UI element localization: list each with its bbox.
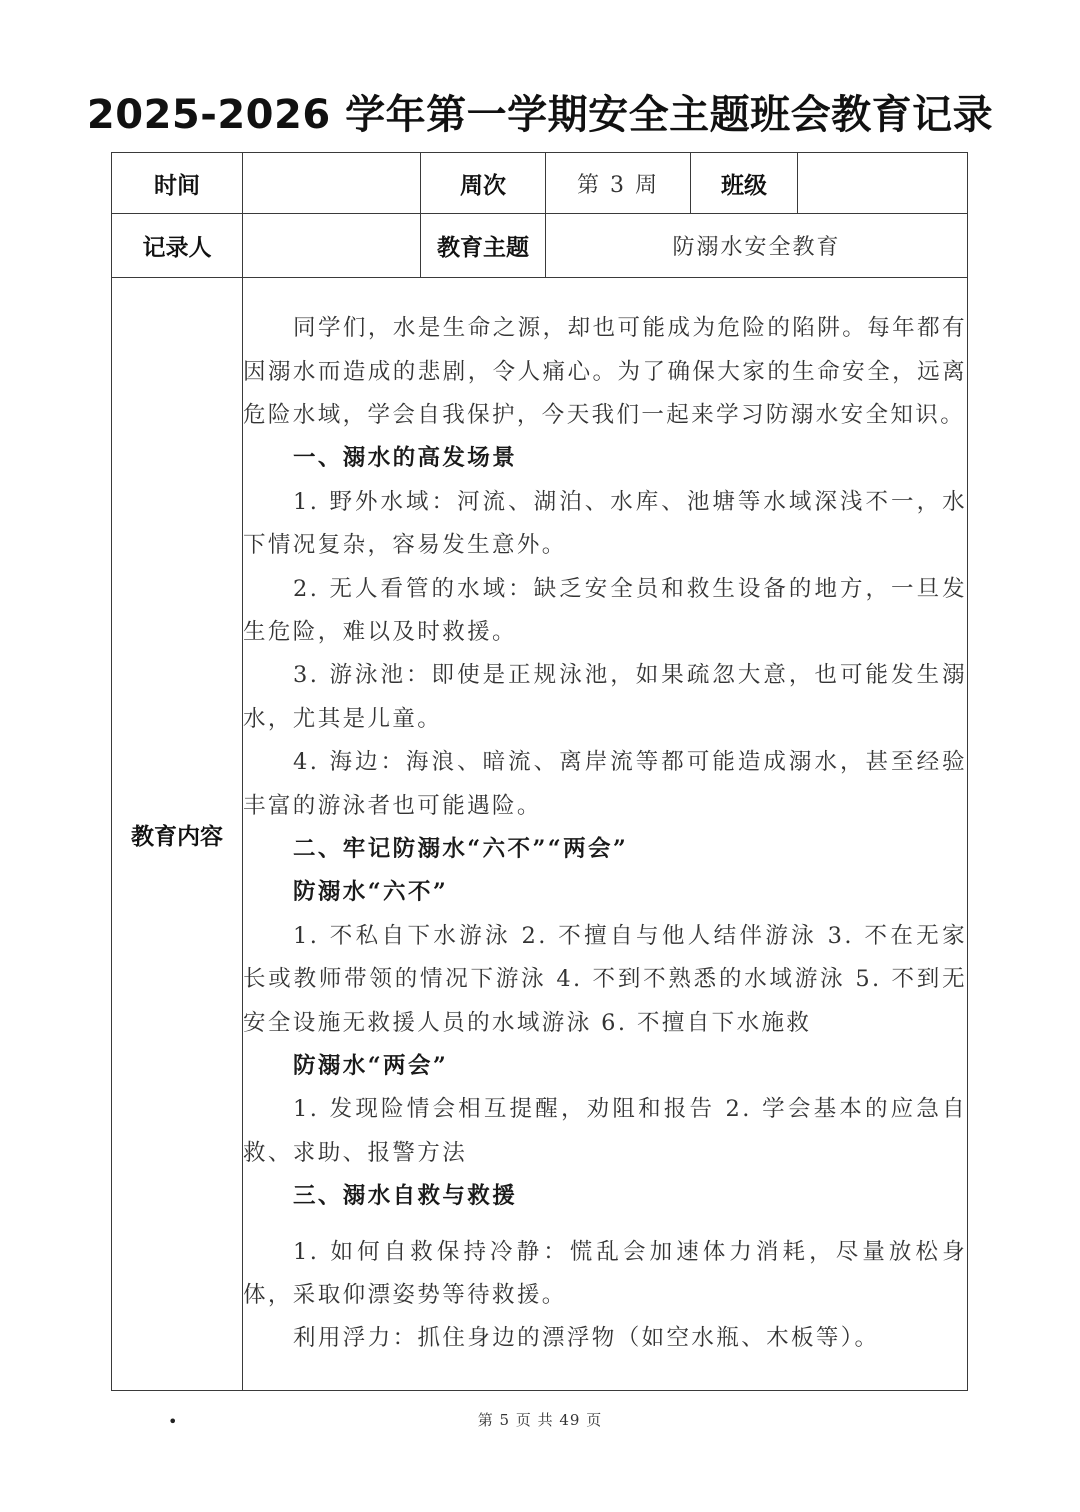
class-label: 班级 [691, 153, 798, 214]
six-no-list: 1. 不私自下水游泳 2. 不擅自与他人结伴游泳 3. 不在无家长或教师带领的情况下游泳 4. 不到不熟悉的水域游泳 5. 不到无安全设施无救援人员的水域游泳 6. 不擅自下水施救 [243, 922, 967, 1036]
recorder-value [243, 214, 421, 278]
recorder-label: 记录人 [112, 214, 243, 278]
topic-value: 防溺水安全教育 [546, 214, 968, 278]
section1-item-1: 1. 野外水域：河流、湖泊、水库、池塘等水域深浅不一，水下情况复杂，容易发生意外。 [243, 488, 967, 559]
section3-heading: 三、溺水自救与救援 [293, 1183, 518, 1210]
section1-item-2: 2. 无人看管的水域：缺乏安全员和救生设备的地方，一旦发生危险，难以及时救援。 [243, 575, 967, 645]
two-can-list: 1. 发现险情会相互提醒，劝阻和报告 2. 学会基本的应急自救、求助、报警方法 [243, 1096, 967, 1166]
section1-item-4: 4. 海边：海浪、暗流、离岸流等都可能造成溺水，甚至经验丰富的游泳者也可能遇险。 [243, 749, 967, 819]
page-number: 第 5 页 共 49 页 [477, 1411, 603, 1429]
document-title: 2025-2026 学年第一学期安全主题班会教育记录 [86, 92, 994, 138]
table-row-recorder [112, 214, 968, 278]
week-label: 周次 [421, 153, 546, 214]
record-table [111, 152, 968, 1391]
table-row-time [112, 153, 968, 214]
class-value [798, 153, 968, 214]
section1-heading: 一、溺水的高发场景 [293, 445, 518, 472]
six-no-heading: 防溺水“六不” [293, 879, 449, 906]
two-can-heading: 防溺水“两会” [293, 1053, 449, 1080]
content-label: 教育内容 [112, 278, 243, 1391]
content-body [243, 278, 968, 1391]
week-value: 第 3 周 [546, 153, 691, 214]
footer-bullet: • [168, 1412, 178, 1431]
section2-heading: 二、牢记防溺水“六不”“两会” [293, 836, 629, 862]
time-label: 时间 [112, 153, 243, 214]
time-value [243, 153, 421, 214]
section3-item-1: 1. 如何自救保持冷静：慌乱会加速体力消耗，尽量放松身体，采取仰漂姿势等待救援。 [243, 1238, 967, 1309]
section3-item-2: 利用浮力：抓住身边的漂浮物（如空水瓶、木板等）。 [293, 1325, 880, 1352]
section1-item-3: 3. 游泳池：即使是正规泳池，如果疏忽大意，也可能发生溺水，尤其是儿童。 [243, 662, 967, 732]
intro-paragraph: 同学们，水是生命之源，却也可能成为危险的陷阱。每年都有因溺水而造成的悲剧，令人痛心。为了确保大家的生命安全，远离危险水域，学会自我保护，今天我们一起来学习防溺水安全知识。 [243, 315, 967, 428]
table-row-content [112, 278, 968, 1391]
topic-label: 教育主题 [421, 214, 546, 278]
